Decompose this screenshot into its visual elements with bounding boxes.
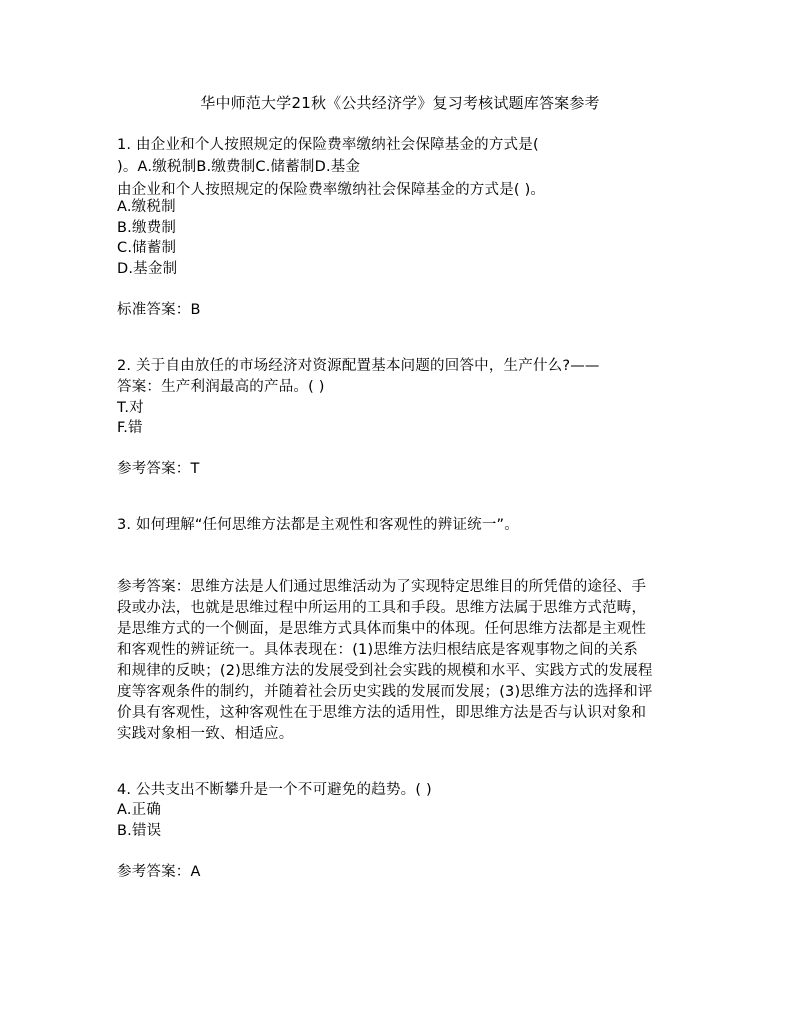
question-4-answer: 参考答案：A [117,864,201,880]
question-1-stem-line-3: 由企业和个人按照规定的保险费率缴纳社会保障基金的方式是( )。 [117,182,546,198]
question-3-answer-line-6: 度等客观条件的制约，并随着社会历史实践的发展而发展；(3)思维方法的选择和评 [117,684,653,700]
question-3-stem: 3. 如何理解“任何思维方法都是主观性和客观性的辨证统一”。 [117,517,519,533]
question-3-answer-line-5: 和规律的反映；(2)思维方法的发展受到社会实践的规模和水平、实践方式的发展程 [117,663,653,679]
question-1-option-d: D.基金制 [117,261,178,277]
question-2-option-f: F.错 [117,420,143,436]
question-1-option-b: B.缴费制 [117,220,177,236]
question-1-stem-line-1: 1. 由企业和个人按照规定的保险费率缴纳社会保障基金的方式是( [117,137,539,153]
question-1-answer: 标准答案：B [117,302,201,318]
question-2-stem-line-1: 2. 关于自由放任的市场经济对资源配置基本问题的回答中，生产什么?—— [117,358,600,374]
question-4-stem: 4. 公共支出不断攀升是一个不可避免的趋势。( ) [117,782,432,798]
question-4-option-a: A.正确 [117,802,162,818]
question-1-stem-line-2: )。A.缴税制B.缴费制C.储蓄制D.基金 [117,159,361,175]
question-2-answer: 参考答案：T [117,461,200,477]
question-2-option-t: T.对 [117,400,144,416]
question-1-option-c: C.储蓄制 [117,240,177,256]
document-title: 华中师范大学21秋《公共经济学》复习考核试题库答案参考 [200,94,600,112]
question-2-stem-line-2: 答案：生产利润最高的产品。( ) [117,379,325,395]
question-3-answer-line-4: 和客观性的辨证统一。具体表现在：(1)思维方法归根结底是客观事物之间的关系 [117,642,638,658]
question-1-option-a: A.缴税制 [117,199,176,215]
question-3-answer-line-3: 是思维方式的一个侧面，是思维方式具体而集中的体现。任何思维方法都是主观性 [117,621,647,637]
question-3-answer-line-2: 段或办法，也就是思维过程中所运用的工具和手段。思维方法属于思维方式范畴， [117,600,647,616]
question-3-answer-line-7: 价具有客观性，这种客观性在于思维方法的适用性，即思维方法是否与认识对象和 [117,705,647,721]
question-3-answer-line-8: 实践对象相一致、相适应。 [117,726,294,742]
question-4-option-b: B.错误 [117,823,162,839]
question-3-answer-line-1: 参考答案：思维方法是人们通过思维活动为了实现特定思维目的所凭借的途径、手 [117,579,647,595]
